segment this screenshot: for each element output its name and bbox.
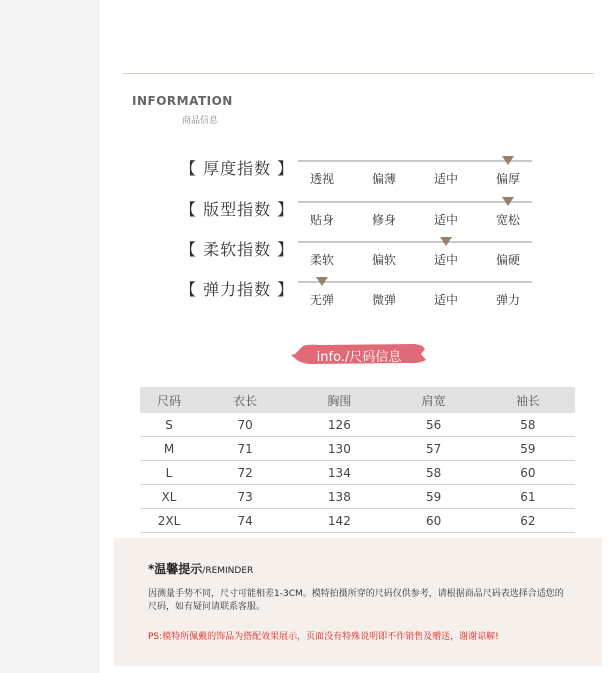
- table-cell: 56: [387, 413, 481, 437]
- scale-marker: [502, 197, 514, 206]
- index-label: 【 版型指数 】: [180, 200, 295, 219]
- table-cell: 58: [481, 413, 575, 437]
- table-cell: M: [140, 437, 198, 461]
- section-title: INFORMATION: [132, 94, 233, 108]
- scale-option: 适中: [433, 213, 458, 227]
- table-cell: 58: [387, 461, 481, 485]
- reminder-box: [114, 538, 602, 666]
- table-cell: 138: [292, 485, 386, 509]
- scale-option: 偏薄: [371, 172, 396, 186]
- scale-option: 适中: [433, 172, 458, 186]
- size-table: [140, 387, 575, 533]
- reminder-title-cn: *温馨提示: [148, 562, 203, 576]
- table-cell: 61: [481, 485, 575, 509]
- size-info-banner: [289, 343, 429, 365]
- table-cell: 134: [292, 461, 386, 485]
- table-cell: L: [140, 461, 198, 485]
- table-cell: XL: [140, 485, 198, 509]
- left-gutter: [0, 0, 99, 673]
- table-row: [140, 509, 575, 533]
- index-scale: [298, 237, 532, 273]
- index-scale: [298, 277, 532, 313]
- reminder-body: 因测量手势不同，尺寸可能相差1-3CM。模特拍摄所穿的尺码仅供参考，请根据商品尺码表选择合适您的尺码，如有疑问请联系客服。: [148, 589, 564, 612]
- table-header-cell: 袖长: [481, 387, 575, 413]
- reminder-title: [148, 560, 253, 577]
- scale-option: 宽松: [495, 213, 520, 227]
- scale-option: 适中: [433, 253, 458, 267]
- scale-marker: [502, 156, 514, 165]
- table-row: [140, 485, 575, 509]
- scale-option: 适中: [433, 293, 458, 307]
- table-row: [140, 437, 575, 461]
- index-row-softness: [180, 237, 540, 273]
- table-cell: 126: [292, 413, 386, 437]
- table-cell: S: [140, 413, 198, 437]
- table-cell: 60: [481, 461, 575, 485]
- scale-line: [298, 281, 532, 283]
- table-cell: 62: [481, 509, 575, 533]
- reminder-ps-note: PS:模特所佩戴的饰品为搭配效果展示，页面没有特殊说明即不作销售及赠送，谢谢谅解!: [148, 632, 499, 642]
- banner-text: info./尺码信息: [316, 350, 402, 365]
- table-header-cell: 胸围: [292, 387, 386, 413]
- scale-option: 柔软: [309, 253, 334, 267]
- table-header-row: [140, 387, 575, 413]
- table-cell: 130: [292, 437, 386, 461]
- scale-line: [298, 201, 532, 203]
- table-cell: 70: [198, 413, 292, 437]
- table-cell: 59: [481, 437, 575, 461]
- table-cell: 73: [198, 485, 292, 509]
- scale-marker: [440, 237, 452, 246]
- scale-line: [298, 241, 532, 243]
- scale-option: 偏软: [371, 253, 396, 267]
- table-cell: 57: [387, 437, 481, 461]
- scale-option: 微弹: [371, 293, 396, 307]
- index-scale: [298, 197, 532, 233]
- scale-option: 偏硬: [495, 253, 520, 267]
- table-cell: 2XL: [140, 509, 198, 533]
- table-cell: 60: [387, 509, 481, 533]
- scale-option: 透视: [309, 172, 334, 186]
- table-cell: 74: [198, 509, 292, 533]
- scale-option: 贴身: [309, 213, 334, 227]
- reminder-title-en: /REMINDER: [202, 566, 254, 576]
- scale-option: 修身: [371, 213, 396, 227]
- scale-option: 无弹: [309, 293, 334, 307]
- scale-marker: [316, 277, 328, 286]
- index-row-elasticity: [180, 277, 540, 313]
- index-row-fit: [180, 197, 540, 233]
- table-header-cell: 尺码: [140, 387, 198, 413]
- table-cell: 142: [292, 509, 386, 533]
- index-label: 【 柔软指数 】: [180, 240, 295, 259]
- table-cell: 71: [198, 437, 292, 461]
- table-cell: 59: [387, 485, 481, 509]
- table-row: [140, 461, 575, 485]
- index-scale: [298, 156, 532, 192]
- scale-option: 偏厚: [495, 172, 520, 186]
- scale-option: 弹力: [495, 293, 520, 307]
- table-header-cell: 衣长: [198, 387, 292, 413]
- table-cell: 72: [198, 461, 292, 485]
- table-header-cell: 肩宽: [387, 387, 481, 413]
- table-row: [140, 413, 575, 437]
- index-label: 【 厚度指数 】: [180, 159, 295, 178]
- scale-line: [298, 160, 532, 162]
- section-subtitle: 商品信息: [182, 116, 219, 126]
- index-row-thickness: [180, 156, 540, 192]
- divider: [122, 73, 594, 74]
- index-label: 【 弹力指数 】: [180, 280, 295, 299]
